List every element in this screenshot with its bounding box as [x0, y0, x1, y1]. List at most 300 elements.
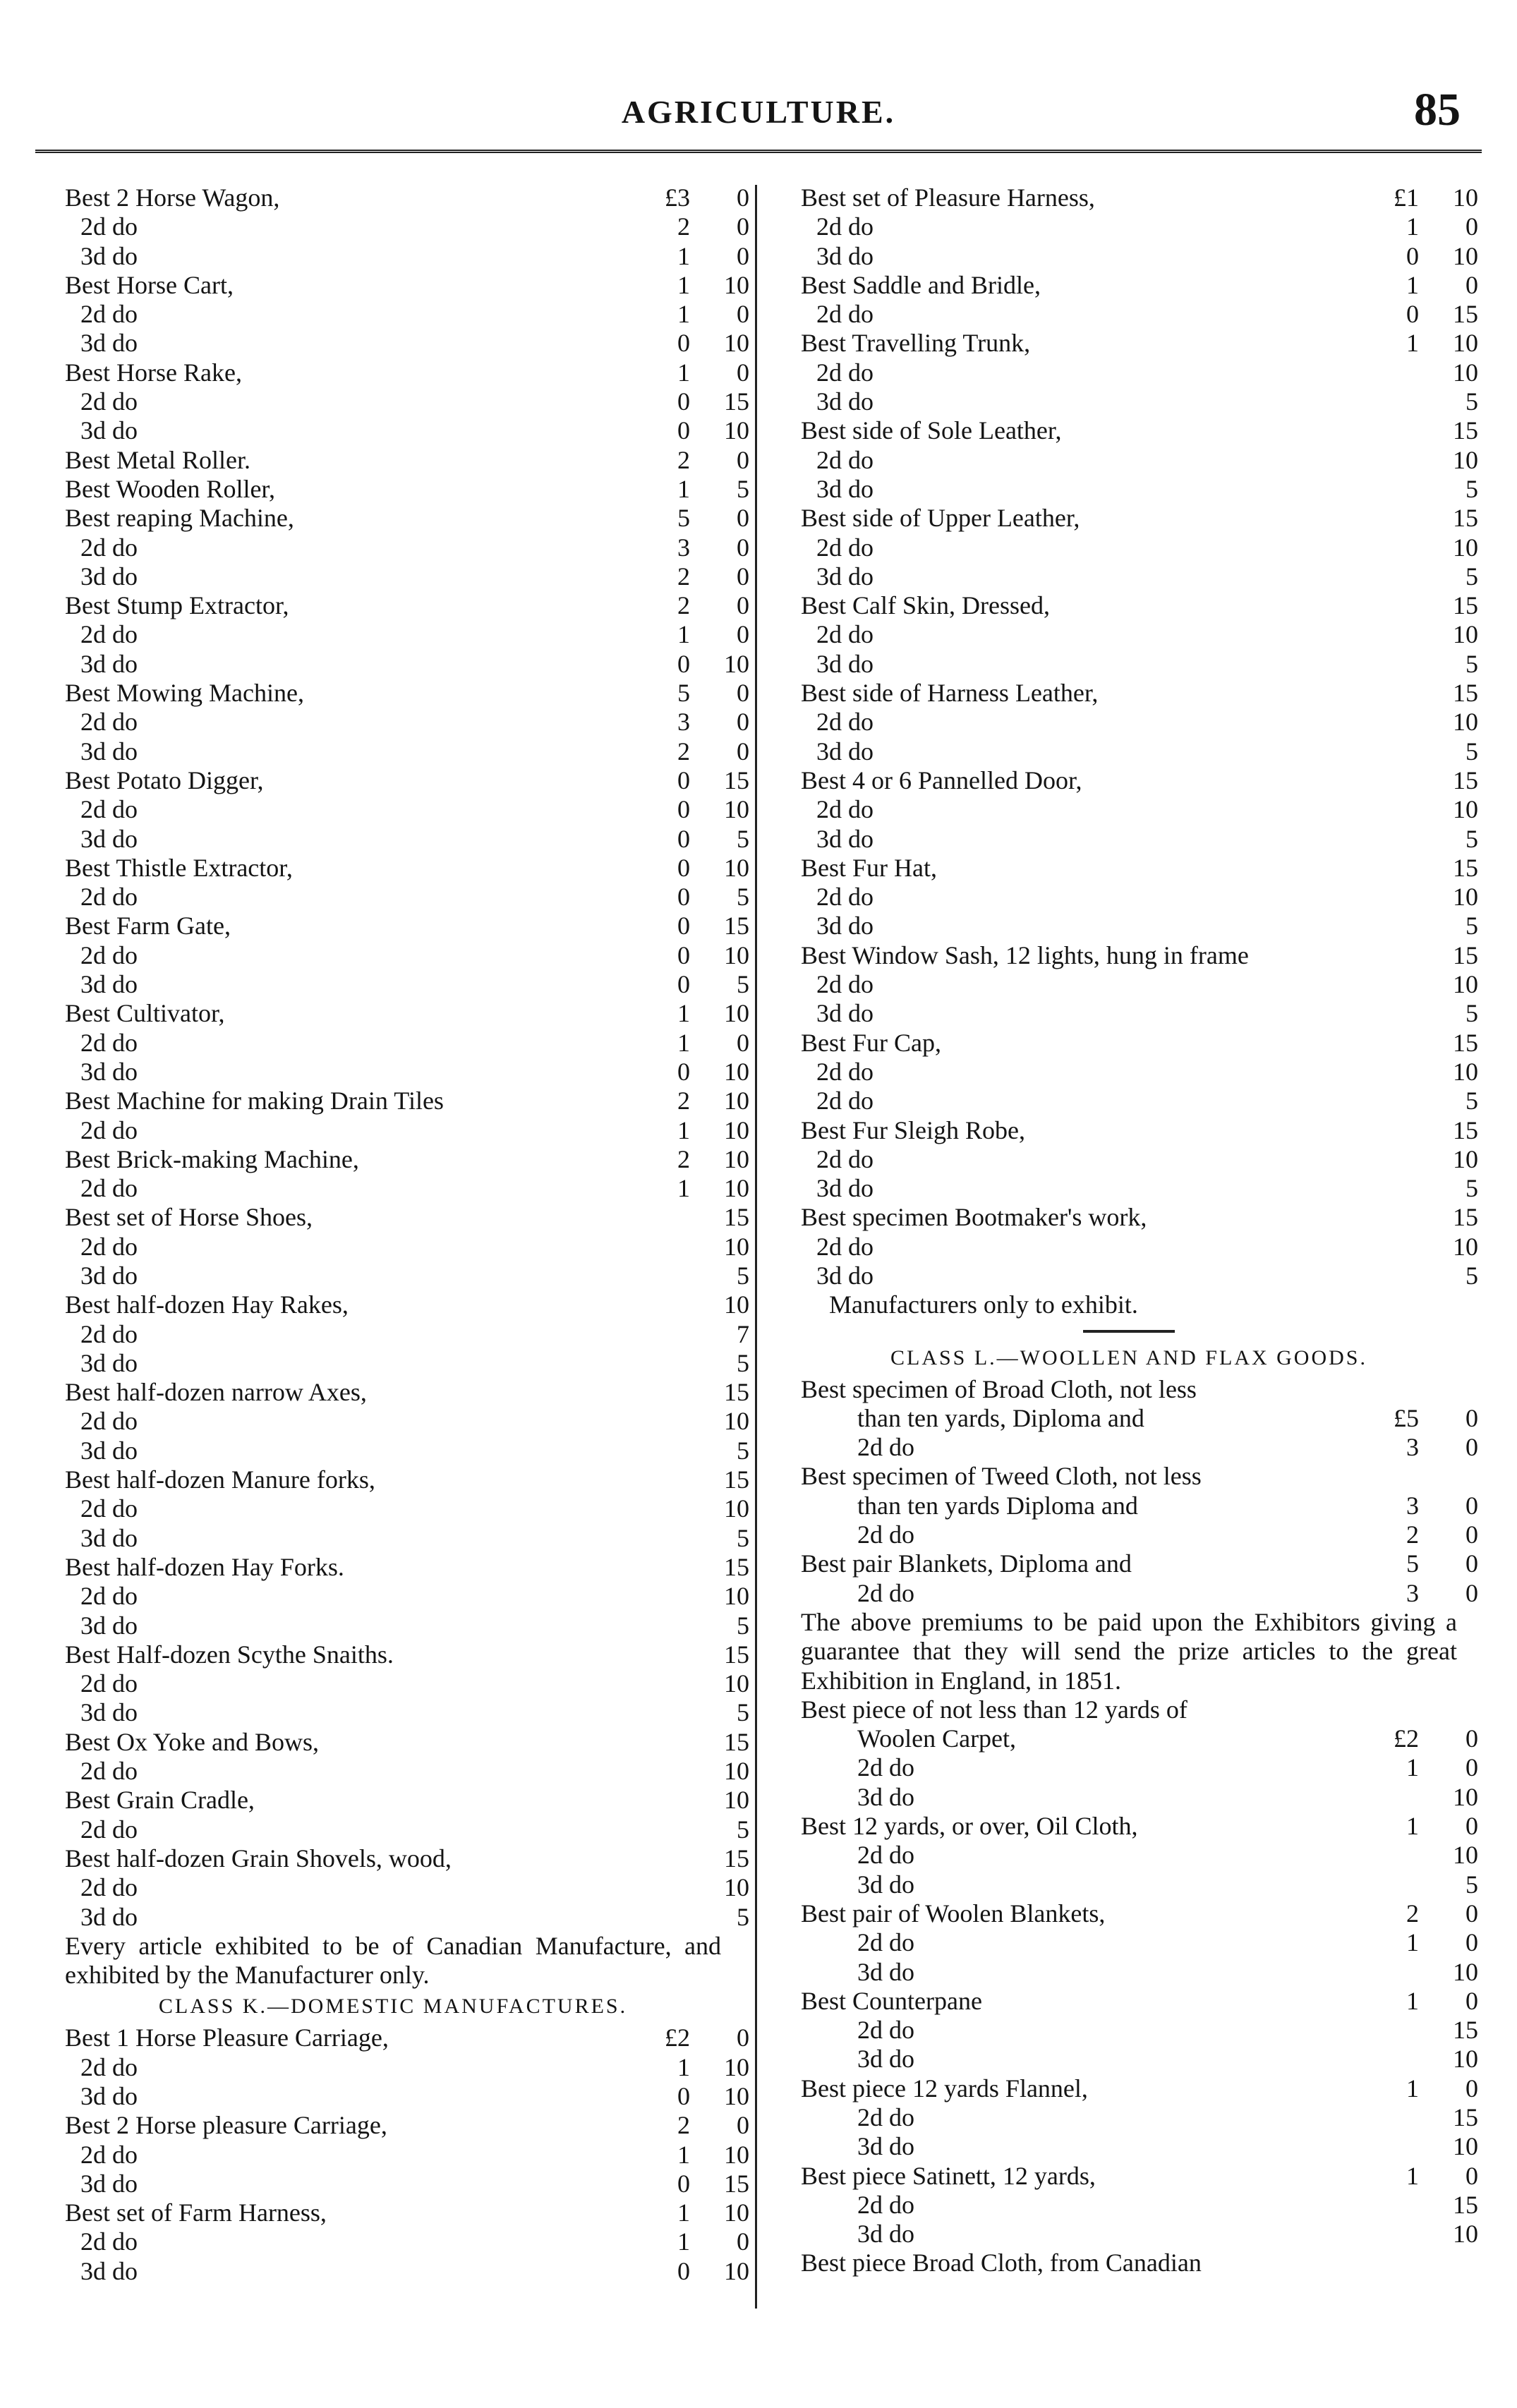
prize-row: [65, 1057, 749, 1087]
prize-pounds: 1: [677, 1115, 690, 1144]
prize-label: Best Horse Cart,: [65, 270, 234, 299]
prize-pounds: 1: [677, 300, 690, 329]
prize-pounds: 1: [1406, 1986, 1419, 2015]
prize-shillings: 15: [1453, 416, 1478, 445]
prize-row: [801, 766, 1478, 795]
prize-row: [65, 766, 749, 795]
prize-label: Best piece Satinett, 12 yards,: [801, 2161, 1096, 2190]
prize-shillings: 15: [1453, 1115, 1478, 1144]
prize-row: [801, 2249, 1457, 2277]
prize-shillings: 0: [1465, 1986, 1478, 2015]
prize-row: [801, 1841, 1478, 1870]
prize-row: [65, 1290, 749, 1319]
prize-label: 3d do: [80, 1523, 138, 1552]
prize-row: [65, 358, 749, 387]
prize-shillings: 10: [1453, 183, 1478, 212]
prize-label: 2d do: [80, 2052, 138, 2081]
prize-label: 3d do: [80, 1436, 138, 1465]
prize-shillings: 0: [1465, 1578, 1478, 1607]
prize-shillings: 0: [1465, 1549, 1478, 1578]
prize-label: 2d do: [816, 300, 874, 329]
prize-label: Best half-dozen Hay Forks.: [65, 1552, 344, 1581]
prize-pounds: £1: [1394, 183, 1419, 212]
prize-shillings: 0: [737, 562, 749, 591]
prize-row: [65, 2023, 749, 2052]
prize-row: [65, 1378, 749, 1407]
prize-shillings: 10: [724, 270, 749, 299]
prize-row: [65, 2140, 749, 2170]
prize-label: 3d do: [816, 474, 874, 503]
prize-pounds: 3: [677, 708, 690, 737]
prize-label: 2d do: [857, 1928, 914, 1957]
prize-label: 2d do: [816, 1144, 874, 1173]
prize-pounds: 2: [677, 591, 690, 620]
prize-row: [65, 183, 749, 212]
prize-shillings: 10: [724, 2198, 749, 2227]
prize-pounds: 0: [677, 970, 690, 999]
prize-label: 3d do: [80, 2169, 138, 2198]
prize-shillings: 5: [1465, 1870, 1478, 1899]
class-l-prize-list-2: [801, 1695, 1478, 2278]
prize-shillings: 0: [737, 708, 749, 737]
prize-row: [65, 1523, 749, 1553]
prize-label: 2d do: [80, 533, 138, 562]
prize-shillings: 5: [737, 824, 749, 853]
prize-shillings: 15: [1453, 2016, 1478, 2045]
prize-pounds: 1: [1406, 2074, 1419, 2103]
prize-shillings: 10: [724, 1115, 749, 1144]
prize-label: 2d do: [816, 708, 874, 737]
prize-label: 3d do: [857, 2132, 914, 2161]
prize-shillings: 5: [1465, 824, 1478, 853]
prize-row: [65, 883, 749, 912]
prize-shillings: 10: [1453, 708, 1478, 737]
prize-row: [801, 1115, 1478, 1145]
prize-label: Best Cultivator,: [65, 999, 225, 1028]
prize-label: 3d do: [857, 1782, 914, 1811]
prize-label: 3d do: [80, 970, 138, 999]
prize-label: Best pair of Woolen Blankets,: [801, 1899, 1106, 1928]
prize-shillings: 0: [737, 737, 749, 766]
prize-shillings: 0: [737, 591, 749, 620]
prize-shillings: 0: [1465, 212, 1478, 241]
prize-row: [801, 358, 1478, 387]
prize-pounds: 2: [677, 1087, 690, 1115]
prize-shillings: 5: [1465, 999, 1478, 1028]
prize-row: [801, 474, 1478, 504]
prize-row: [65, 1757, 749, 1786]
prize-row: [801, 1578, 1478, 1608]
prize-shillings: 5: [737, 474, 749, 503]
prize-row: [801, 2161, 1478, 2191]
prize-pounds: 0: [677, 329, 690, 358]
prize-shillings: 10: [724, 1786, 749, 1815]
prize-row: [801, 300, 1478, 329]
prize-shillings: 5: [1465, 1261, 1478, 1290]
prize-label: 3d do: [857, 1870, 914, 1899]
prize-shillings: 10: [724, 853, 749, 882]
prize-pounds: 1: [1406, 1812, 1419, 1841]
prize-row: [801, 1375, 1457, 1404]
prize-row: [801, 1782, 1478, 1812]
prize-pounds: 5: [1406, 1549, 1419, 1578]
prize-shillings: 10: [1453, 795, 1478, 824]
prize-shillings: 5: [737, 1698, 749, 1727]
manufacture-note-text: Every article exhibited to be of Canadian Manufacture, and exhibited by the Manufacturer only.: [65, 1931, 721, 1990]
prize-row: [65, 1087, 749, 1115]
prize-row: [65, 1786, 749, 1815]
prize-shillings: 0: [737, 504, 749, 533]
prize-shillings: 5: [737, 970, 749, 999]
right-prize-list: [801, 183, 1478, 1290]
prize-row: [65, 533, 749, 562]
prize-label: Best Grain Cradle,: [65, 1786, 255, 1815]
prize-pounds: 1: [1406, 1753, 1419, 1782]
prize-row: [65, 824, 749, 854]
prize-label: Best 12 yards, or over, Oil Cloth,: [801, 1812, 1138, 1841]
prize-shillings: 15: [724, 1844, 749, 1872]
prize-shillings: 10: [724, 1290, 749, 1319]
prize-shillings: 10: [724, 940, 749, 969]
prize-shillings: 0: [737, 679, 749, 708]
prize-label: 2d do: [80, 212, 138, 241]
prize-shillings: 15: [1453, 591, 1478, 620]
prize-shillings: 15: [1453, 679, 1478, 708]
prize-row: [801, 737, 1478, 766]
prize-row: [801, 1724, 1478, 1753]
prize-shillings: 5: [1465, 1174, 1478, 1203]
prize-pounds: 0: [677, 940, 690, 969]
prize-label: 2d do: [816, 970, 874, 999]
prize-label: 2d do: [80, 620, 138, 649]
prize-pounds: 2: [677, 562, 690, 591]
prize-label: 2d do: [816, 1087, 874, 1115]
page-number: 85: [1414, 84, 1461, 135]
prize-label: Best Travelling Trunk,: [801, 329, 1031, 358]
prize-label: Best Ox Yoke and Bows,: [65, 1727, 320, 1756]
prize-label: 2d do: [857, 2190, 914, 2219]
prize-pounds: 3: [1406, 1578, 1419, 1607]
prize-shillings: 10: [724, 999, 749, 1028]
prize-label: 3d do: [80, 1261, 138, 1290]
prize-row: [65, 1727, 749, 1757]
prize-label: 3d do: [80, 1348, 138, 1377]
prize-shillings: 0: [1465, 1491, 1478, 1520]
prize-row: [801, 970, 1478, 999]
prize-label: 2d do: [80, 387, 138, 416]
prize-label: 2d do: [816, 533, 874, 562]
prize-label: 3d do: [80, 737, 138, 766]
prize-shillings: 10: [1453, 329, 1478, 358]
prize-label: 3d do: [816, 562, 874, 591]
prize-label: 3d do: [816, 1174, 874, 1203]
prize-label: 3d do: [816, 1261, 874, 1290]
prize-pounds: 0: [1406, 241, 1419, 270]
prize-row: [801, 2103, 1478, 2132]
prize-pounds: 0: [677, 416, 690, 445]
prize-shillings: 15: [1453, 853, 1478, 882]
prize-row: [801, 824, 1478, 854]
prize-label: Best side of Harness Leather,: [801, 679, 1099, 708]
prize-label: Best Counterpane: [801, 1986, 982, 2015]
prize-row: [65, 1436, 749, 1465]
prize-pounds: 2: [677, 2111, 690, 2140]
prize-label: Best Window Sash, 12 lights, hung in frame: [801, 940, 1249, 969]
prize-label: Best set of Farm Harness,: [65, 2198, 327, 2227]
prize-pounds: £3: [665, 183, 690, 212]
prize-label: 2d do: [80, 1115, 138, 1144]
prize-shillings: 5: [1465, 474, 1478, 503]
prize-row: [65, 1348, 749, 1378]
prize-row: [65, 737, 749, 766]
prize-pounds: 1: [1406, 2161, 1419, 2190]
prize-label: Best Fur Hat,: [801, 853, 937, 882]
prize-row: [801, 533, 1478, 562]
prize-row: [65, 1669, 749, 1698]
prize-row: [801, 1261, 1478, 1290]
prize-row: [65, 474, 749, 504]
prize-label: 2d do: [816, 358, 874, 387]
prize-row: [65, 1640, 749, 1669]
prize-label: Best Saddle and Bridle,: [801, 270, 1041, 299]
prize-label: 3d do: [80, 416, 138, 445]
prize-label: Best pair Blankets, Diploma and: [801, 1549, 1132, 1578]
prize-shillings: 5: [737, 1611, 749, 1640]
prize-row: [65, 912, 749, 940]
prize-shillings: 0: [1465, 1433, 1478, 1462]
prize-label: 2d do: [816, 445, 874, 474]
prize-label: 2d do: [80, 1407, 138, 1436]
prize-shillings: 10: [724, 1757, 749, 1786]
prize-label: Best Farm Gate,: [65, 912, 231, 940]
prize-shillings: 15: [1453, 2190, 1478, 2219]
prize-pounds: 1: [677, 270, 690, 299]
prize-row: [801, 1028, 1478, 1058]
prize-shillings: 10: [1453, 445, 1478, 474]
prize-shillings: 0: [1465, 1753, 1478, 1782]
prize-row: [801, 1087, 1478, 1115]
prize-shillings: 0: [1465, 1520, 1478, 1549]
prize-row: [801, 1520, 1478, 1549]
prize-row: [801, 1057, 1478, 1087]
prize-shillings: 0: [737, 2023, 749, 2052]
prize-pounds: 0: [677, 853, 690, 882]
prize-label: Best half-dozen Grain Shovels, wood,: [65, 1844, 452, 1872]
prize-label: 3d do: [80, 1902, 138, 1931]
prize-row: [801, 591, 1478, 620]
prize-label: Best Half-dozen Scythe Snaiths.: [65, 1640, 394, 1669]
prize-row: [65, 679, 749, 708]
prize-row: [65, 1319, 749, 1349]
prize-shillings: 0: [1465, 1403, 1478, 1432]
prize-pounds: 2: [1406, 1520, 1419, 1549]
prize-label: 3d do: [816, 241, 874, 270]
prize-pounds: 1: [677, 999, 690, 1028]
prize-label: 3d do: [80, 2082, 138, 2110]
prize-pounds: 2: [677, 445, 690, 474]
prize-label: 2d do: [80, 1582, 138, 1611]
prize-label: 3d do: [80, 1611, 138, 1640]
prize-pounds: 0: [677, 2256, 690, 2285]
prize-pounds: 2: [677, 1144, 690, 1173]
prize-row: [801, 416, 1478, 445]
prize-label: 3d do: [816, 999, 874, 1028]
prize-row: [65, 1028, 749, 1058]
prize-shillings: 10: [724, 1407, 749, 1436]
prize-label: 2d do: [80, 708, 138, 737]
prize-pounds: 5: [677, 679, 690, 708]
prize-row: [65, 2227, 749, 2256]
prize-label: Best Potato Digger,: [65, 766, 264, 794]
prize-pounds: 3: [677, 533, 690, 562]
prize-row: [65, 1698, 749, 1727]
prize-pounds: 1: [677, 620, 690, 649]
prize-shillings: 15: [724, 387, 749, 416]
prize-shillings: 0: [737, 358, 749, 387]
prize-row: [801, 1203, 1478, 1232]
prize-row: [801, 649, 1478, 679]
prize-shillings: 5: [1465, 912, 1478, 940]
prize-pounds: 2: [1406, 1899, 1419, 1928]
prize-row: [65, 1611, 749, 1640]
prize-row: [65, 562, 749, 591]
prize-shillings: 10: [1453, 1841, 1478, 1870]
prize-row: [801, 212, 1478, 241]
prize-shillings: 10: [1453, 533, 1478, 562]
prize-pounds: 1: [677, 2140, 690, 2169]
prize-label: 3d do: [80, 824, 138, 853]
prize-row: [65, 416, 749, 445]
prize-row: [65, 329, 749, 358]
prize-pounds: 0: [677, 2169, 690, 2198]
prize-shillings: 15: [1453, 1203, 1478, 1232]
class-k-heading: CLASS K.—DOMESTIC MANUFACTURES.: [158, 1995, 628, 2019]
prize-shillings: 10: [724, 329, 749, 358]
prize-pounds: 1: [677, 474, 690, 503]
prize-label: 2d do: [816, 212, 874, 241]
prize-pounds: 0: [677, 912, 690, 940]
prize-label: Best Wooden Roller,: [65, 474, 275, 503]
prize-row: [65, 1261, 749, 1290]
prize-shillings: 0: [737, 241, 749, 270]
prize-row: [65, 270, 749, 300]
prize-shillings: 10: [1453, 1782, 1478, 1811]
prize-row: [801, 1870, 1478, 1899]
prize-row: [65, 1582, 749, 1611]
prize-shillings: 0: [737, 445, 749, 474]
prize-pounds: 1: [677, 358, 690, 387]
prize-label: Best 2 Horse pleasure Carriage,: [65, 2111, 387, 2140]
prize-shillings: 15: [1453, 766, 1478, 794]
prize-shillings: 5: [1465, 387, 1478, 416]
prize-shillings: 10: [1453, 1144, 1478, 1173]
prize-label: Best reaping Machine,: [65, 504, 294, 533]
prize-shillings: 10: [1453, 1232, 1478, 1261]
prize-label: 3d do: [80, 1057, 138, 1086]
prize-row: [801, 445, 1478, 475]
prize-pounds: 1: [677, 2198, 690, 2227]
prize-row: [801, 1812, 1478, 1841]
prize-row: [65, 2256, 749, 2286]
prize-shillings: 10: [724, 1087, 749, 1115]
prize-label: Best side of Upper Leather,: [801, 504, 1080, 533]
prize-row: [801, 1549, 1478, 1578]
prize-label: 2d do: [80, 1815, 138, 1844]
prize-shillings: 10: [724, 795, 749, 824]
prize-label: 2d do: [857, 1578, 914, 1607]
prize-shillings: 15: [1453, 2103, 1478, 2131]
prize-label: 2d do: [857, 1841, 914, 1870]
prize-row: [801, 329, 1478, 358]
prize-row: [65, 649, 749, 679]
prize-shillings: 0: [1465, 1812, 1478, 1841]
prize-label: than ten yards Diploma and: [857, 1491, 1138, 1520]
prize-label: 2d do: [80, 1174, 138, 1203]
prize-shillings: 15: [724, 1378, 749, 1407]
prize-label: 2d do: [816, 795, 874, 824]
prize-label: Best 2 Horse Wagon,: [65, 183, 280, 212]
prize-label: 3d do: [857, 2045, 914, 2074]
prize-row: [65, 1873, 749, 1902]
prize-label: Best half-dozen Manure forks,: [65, 1465, 375, 1494]
prize-row: [65, 1203, 749, 1232]
prize-label: 2d do: [80, 300, 138, 329]
prize-row: [801, 1753, 1478, 1782]
prize-row: [801, 2190, 1478, 2220]
prize-label: 3d do: [816, 649, 874, 678]
prize-pounds: 1: [1406, 212, 1419, 241]
prize-pounds: 1: [1406, 1928, 1419, 1957]
prize-label: 2d do: [857, 2016, 914, 2045]
prize-pounds: 1: [1406, 329, 1419, 358]
prize-shillings: 15: [724, 1203, 749, 1232]
prize-row: [65, 1115, 749, 1145]
prize-row: [65, 2111, 749, 2140]
prize-pounds: 0: [677, 883, 690, 912]
prize-label: Best piece Broad Cloth, from Canadian: [801, 2249, 1202, 2277]
prize-label: 3d do: [80, 1698, 138, 1727]
prize-pounds: 1: [677, 1028, 690, 1057]
prize-row: [801, 1403, 1478, 1433]
prize-row: [801, 1899, 1478, 1928]
prize-pounds: 0: [677, 824, 690, 853]
prize-label: Best specimen of Broad Cloth, not less: [801, 1374, 1197, 1403]
prize-label: 3d do: [80, 2256, 138, 2285]
prize-row: [65, 1232, 749, 1262]
prize-row: [65, 504, 749, 533]
prize-row: [65, 1494, 749, 1523]
prize-row: [801, 2045, 1478, 2074]
prize-row: [65, 300, 749, 329]
prize-shillings: 10: [724, 1174, 749, 1203]
prize-label: 3d do: [80, 562, 138, 591]
prize-row: [801, 708, 1478, 737]
prize-shillings: 10: [724, 2052, 749, 2081]
prize-row: [801, 183, 1478, 212]
prize-label: Best Mowing Machine,: [65, 679, 304, 708]
prize-row: [801, 912, 1478, 940]
prize-shillings: 10: [724, 1494, 749, 1523]
prize-label: 2d do: [80, 1028, 138, 1057]
prize-label: Best Horse Rake,: [65, 358, 242, 387]
prize-row: [801, 1174, 1478, 1203]
prize-label: Woolen Carpet,: [857, 1724, 1017, 1753]
prize-pounds: 0: [677, 1057, 690, 1086]
prize-label: Best set of Horse Shoes,: [65, 1203, 313, 1232]
prize-pounds: 1: [1406, 270, 1419, 299]
prize-row: [801, 679, 1478, 708]
prize-shillings: 15: [724, 766, 749, 794]
